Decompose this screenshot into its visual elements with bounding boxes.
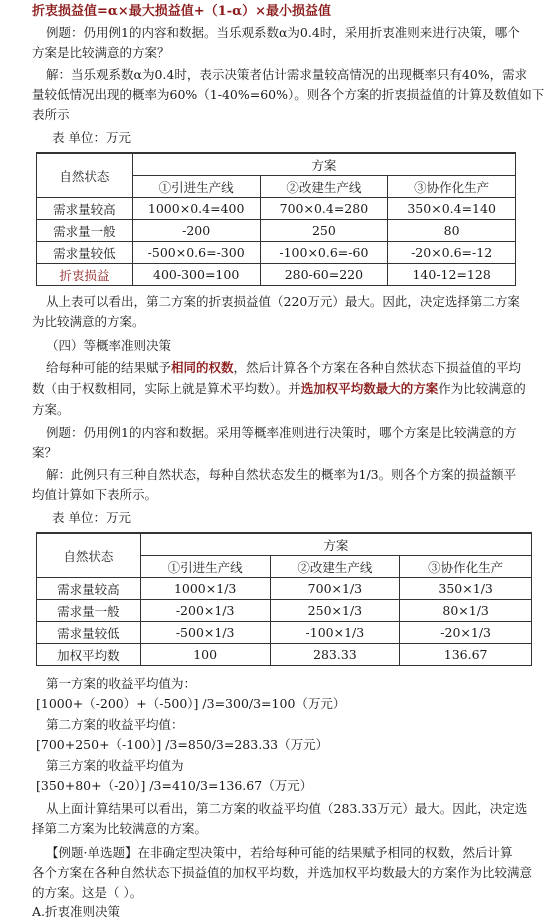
column-header-cell: ②改建生产线 [260, 176, 388, 198]
calc-c-label: 第三方案的收益平均值为 [46, 758, 184, 773]
section-4-line-3: 方案。 [32, 402, 70, 417]
table-row [37, 600, 532, 622]
section-4-line-2: 数（由于权数相同，实际上就是算术平均数）。并选加权平均数最大的方案作为比较满意的 [32, 381, 526, 396]
example-1-line-2: 方案是比较满意的方案？ [32, 45, 170, 60]
column-header-cell: ①引进生产线 [132, 176, 260, 198]
quiz-line-1: 【例题·单选题】在非确定型决策中，若给每种可能的结果赋予相同的权数，然后计算 [46, 845, 513, 860]
table-cell: 80×1/3 [400, 600, 532, 622]
quiz-option-a: A.折衷准则决策 [32, 904, 121, 919]
conclusion-2-line-1: 从上面计算结果可以看出，第二方案的收益平均值（283.33万元）最大。因此，决定选 [46, 801, 528, 816]
table-cell: -100×0.6=-60 [260, 242, 388, 264]
column-header-cell: ②改建生产线 [270, 556, 400, 578]
conclusion-1-line-2: 为比较满意的方案。 [32, 314, 145, 329]
table-row [37, 220, 516, 242]
table-2-caption: 表 单位：万元 [52, 510, 131, 525]
solution-1-line-2: 量较低情况出现的概率为60%（1-40%=60%）。则各个方案的折衷损益值的计算及数值如下 [32, 87, 545, 102]
table-cell: 136.67 [400, 644, 532, 666]
column-header-cell: ③协作化生产 [388, 176, 516, 198]
table-cell: 700×0.4=280 [260, 198, 388, 220]
table-cell: 283.33 [270, 644, 400, 666]
table-cell: 350×0.4=140 [388, 198, 516, 220]
row-label-cell: 需求量较高 [37, 578, 141, 600]
table-cell: -100×1/3 [270, 622, 400, 644]
example-2-line-1: 例题：仍用例1的内容和数据。采用等概率准则进行决策时，哪个方案是比较满意的方 [46, 425, 517, 440]
table-cell: 280-60=220 [260, 264, 388, 286]
quiz-line-2: 各个方案在各种自然状态下损益值的加权平均数，并选加权平均数最大的方案作为比较满意 [32, 865, 533, 880]
table-cell: 700×1/3 [270, 578, 400, 600]
table-cell: 140-12=128 [388, 264, 516, 286]
row-label-cell: 需求量一般 [37, 600, 141, 622]
row-header-cell: 自然状态 [37, 153, 133, 198]
table-cell: 100 [140, 644, 270, 666]
table-2 [36, 532, 532, 666]
column-header-cell: ③协作化生产 [400, 556, 532, 578]
conclusion-2-line-2: 择第二方案为比较满意的方案。 [32, 821, 208, 836]
table-row [37, 242, 516, 264]
table-row [37, 622, 532, 644]
example-2-line-2: 案？ [32, 445, 58, 460]
row-label-cell: 折衷损益 [37, 264, 133, 286]
table-cell: 350×1/3 [400, 578, 532, 600]
calc-b-expression: [700+250+（-100）] /3=850/3=283.33（万元） [36, 737, 329, 752]
formula-title: 折衷损益值=α×最大损益值+（1-α）×最小损益值 [32, 4, 332, 19]
column-header-cell: ①引进生产线 [140, 556, 270, 578]
solution-2-line-2: 均值计算如下表所示。 [32, 487, 158, 502]
table-cell: -20×0.6=-12 [388, 242, 516, 264]
table-cell: 250 [260, 220, 388, 242]
row-label-cell: 需求量较低 [37, 242, 133, 264]
table-row [37, 153, 516, 176]
calc-b-label: 第二方案的收益平均值： [46, 717, 184, 732]
calc-a-expression: [1000+（-200）+（-500）] /3=300/3=100（万元） [36, 696, 346, 711]
table-cell: 1000×0.4=400 [132, 198, 260, 220]
table-cell: 1000×1/3 [140, 578, 270, 600]
solution-2-line-1: 解：此例只有三种自然状态，每种自然状态发生的概率为1/3。则各个方案的损益额平 [46, 467, 517, 482]
solution-1-line-3: 表所示 [32, 107, 70, 122]
group-header-cell: 方案 [140, 533, 531, 556]
example-1-line-1: 例题：仍用例1的内容和数据。当乐观系数α为0.4时，采用折衷准则来进行决策，哪个 [46, 25, 520, 40]
row-label-cell: 加权平均数 [37, 644, 141, 666]
table-row [37, 264, 516, 286]
table-row [37, 644, 532, 666]
table-cell: -200 [132, 220, 260, 242]
section-4-line-1: 给每种可能的结果赋予相同的权数，然后计算各个方案在各种自然状态下损益值的平均 [46, 360, 522, 375]
table-1 [36, 152, 516, 286]
table-cell: 250×1/3 [270, 600, 400, 622]
calc-a-label: 第一方案的收益平均值为： [46, 676, 197, 691]
row-header-cell: 自然状态 [37, 533, 141, 578]
table-cell: 80 [388, 220, 516, 242]
row-label-cell: 需求量一般 [37, 220, 133, 242]
table-row [37, 533, 532, 556]
solution-1-line-1: 解：当乐观系数α为0.4时，表示决策者估计需求量较高情况的出现概率只有40%，需求 [46, 67, 528, 82]
table-1-caption: 表 单位：万元 [52, 130, 131, 145]
table-cell: -200×1/3 [140, 600, 270, 622]
calc-c-expression: [350+80+（-20）] /3=410/3=136.67（万元） [36, 778, 313, 793]
section-4-title: （四）等概率准则决策 [46, 338, 172, 353]
conclusion-1-line-1: 从上表可以看出，第二方案的折衷损益值（220万元）最大。因此，决定选择第二方案 [46, 294, 520, 309]
table-cell: 400-300=100 [132, 264, 260, 286]
row-label-cell: 需求量较低 [37, 622, 141, 644]
table-row [37, 198, 516, 220]
table-cell: -500×0.6=-300 [132, 242, 260, 264]
table-cell: -20×1/3 [400, 622, 532, 644]
group-header-cell: 方案 [132, 153, 515, 176]
table-cell: -500×1/3 [140, 622, 270, 644]
quiz-line-3: 的方案。这是（ ）。 [32, 885, 143, 900]
row-label-cell: 需求量较高 [37, 198, 133, 220]
table-row [37, 578, 532, 600]
